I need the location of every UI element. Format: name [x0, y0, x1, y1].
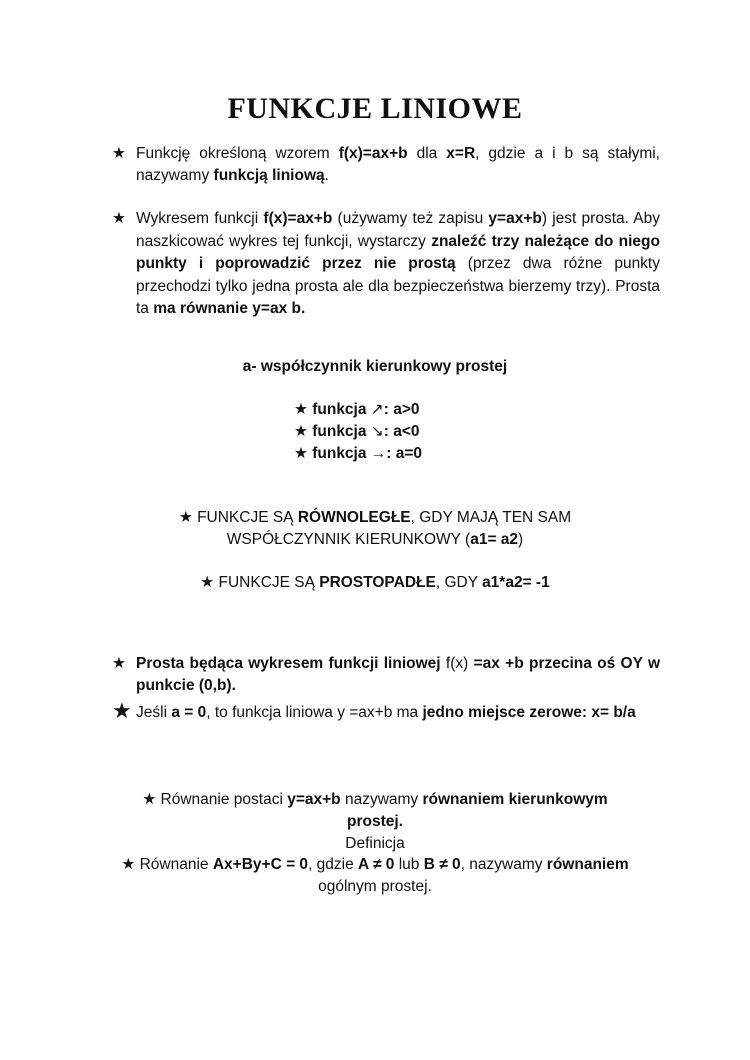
directional-equation: ★ Równanie postaci y=ax+b nazywamy równaniem kierunkowym prostej.	[142, 791, 608, 830]
y-intercept-item	[112, 653, 660, 697]
star-icon: ★	[112, 698, 132, 723]
star-icon: ★	[121, 856, 136, 873]
definition-text: Funkcję określoną wzorem f(x)=ax+b dla x=R, gdzie a i b są stałymi, nazywamy funkcją liniową.	[136, 145, 660, 184]
monotonic-row-increasing: ★ funkcja ↗: a>0	[294, 401, 420, 418]
general-equation: ★ Równanie Ax+By+C = 0, gdzie A ≠ 0 lub B ≠ 0, nazywamy równaniem ogólnym prostej.	[121, 856, 629, 895]
y-intercept-text: Prosta będąca wykresem funkcji liniowej f(x) =ax +b przecina oś OY w punkcie (0,b).	[136, 655, 661, 694]
definition-label: Definicja	[345, 835, 405, 852]
star-icon: ★	[112, 145, 126, 162]
zero-point-item	[112, 698, 660, 724]
graph-item	[112, 208, 660, 321]
graph-text: Wykresem funkcji f(x)=ax+b (używamy też zapisu y=ax+b) jest prosta. Aby naszkicować wykres tej funkcji, wystarczy znaleźć trzy należące do niego punkty i poprowadzić przez nie prostą (przez dwa różne punkty przechodzi tylko jedna prosta ale dla bezpieczeństwa bierzemy trzy). Prosta ta ma równanie y=ax b.	[136, 210, 661, 317]
star-icon: ★	[294, 445, 308, 462]
parallel-rule: ★ FUNKCJE SĄ RÓWNOLEGŁE, GDY MAJĄ TEN SAM WSPÓŁCZYNNIK KIERUNKOWY (a1= a2)	[178, 509, 572, 548]
star-icon: ★	[142, 791, 157, 808]
star-icon: ★	[178, 509, 193, 526]
perpendicular-rule: ★ FUNKCJE SĄ PROSTOPADŁE, GDY a1*a2= -1	[200, 574, 550, 591]
coefficient-heading: a- współczynnik kierunkowy prostej	[242, 358, 508, 375]
arrow-right-icon: →	[370, 445, 387, 462]
document-title: FUNKCJE LINIOWE	[227, 92, 523, 125]
star-icon: ★	[112, 210, 126, 227]
definition-item-linear-function	[112, 143, 660, 187]
monotonic-row-constant: ★ funkcja →: a=0	[294, 445, 423, 462]
star-icon: ★	[294, 423, 308, 440]
star-icon: ★	[112, 655, 126, 672]
arrow-down-right-icon: ↘	[370, 423, 384, 440]
arrow-up-right-icon: ↗	[370, 401, 384, 418]
star-icon: ★	[200, 574, 215, 591]
zero-point-text: Jeśli a = 0, to funkcja liniowa y =ax+b ma jedno miejsce zerowe: x= b/a	[136, 704, 636, 721]
monotonic-row-decreasing: ★ funkcja ↘: a<0	[294, 423, 420, 440]
star-icon: ★	[294, 401, 308, 418]
